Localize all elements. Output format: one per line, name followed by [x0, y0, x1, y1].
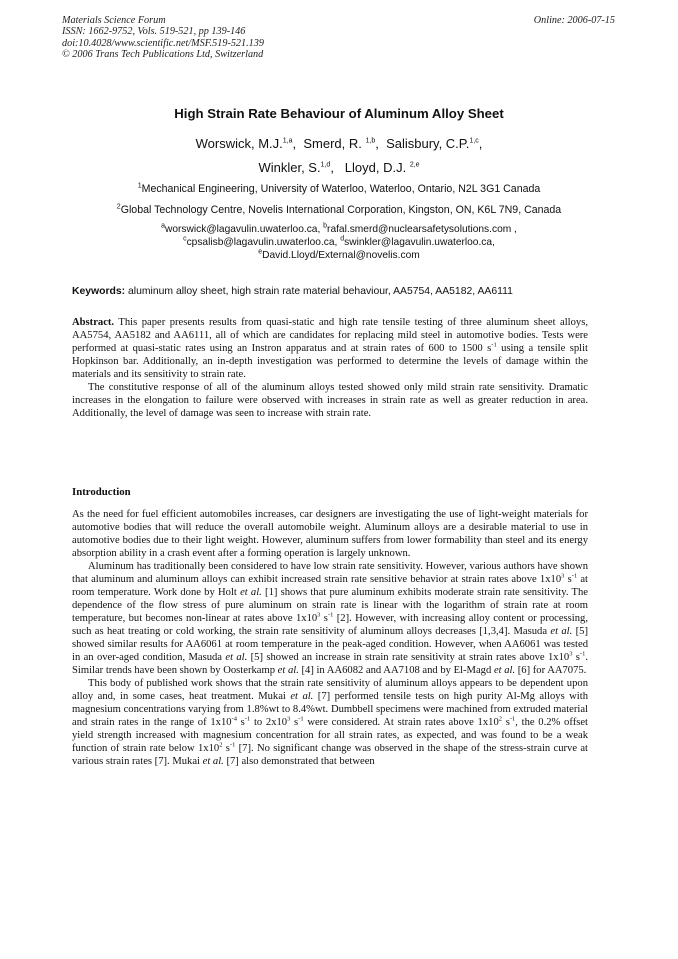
introduction-body	[72, 508, 588, 768]
email-c[interactable]: cpsalisb@lagavulin.uwaterloo.ca,	[186, 237, 338, 248]
keywords-text: aluminum alloy sheet, high strain rate material behaviour, AA5754, AA5182, AA6111	[125, 286, 513, 297]
journal-name: Materials Science Forum	[62, 15, 166, 26]
author-sup: 1,a	[282, 137, 293, 145]
author-name: Lloyd, D.J.	[344, 160, 407, 175]
abstract-text: using a tensile split Hopkinson bar. Additionally, an in-depth investigation was performed to determine the levels of damage within the materials and its sensitivity to strain rate.	[72, 343, 589, 380]
issn-line: ISSN: 1662-9752, Vols. 519-521, pp 139-146	[62, 26, 246, 38]
section-heading: Introduction	[72, 486, 131, 498]
author-sup: 2,e	[409, 161, 420, 169]
affiliation-sup: 1	[137, 182, 142, 190]
intro-paragraph-1: As the need for fuel efficient automobiles increases, car designers are investigating the use of light-weight materials for automotive bodies that will reduce the overall automobile weight. Aluminum alloys are a desirable material to use in automotive bodies due to their light weight. However, aluminum suffers from lower formability than steel and its energy absorption ability in a crash event after a forming operation is largely unknown.	[72, 509, 588, 559]
author-line-2: Winkler, S.$^{1,d}$, Lloyd, D.J. $^{2,e}$	[258, 160, 420, 175]
abstract-label: Abstract.	[72, 317, 115, 328]
author-name: Winkler, S.	[258, 160, 321, 175]
doi-line[interactable]: doi:10.4028/www.scientific.net/MSF.519-521.139	[62, 37, 264, 49]
author-sup: 1,d	[320, 161, 331, 169]
author-name: Worswick, M.J.	[195, 136, 283, 151]
abstract	[72, 316, 588, 420]
author-line-1: Worswick, M.J.$^{1,a}$, Smerd, R. $^{1,b}$, Salisbury, C.P.$^{1,c}$,	[195, 136, 483, 151]
keywords	[72, 286, 612, 297]
email-line-2: $^c$cpsalisb@lagavulin.uwaterloo.ca, $^d$swinkler@lagavulin.uwaterloo.ca,	[183, 235, 495, 248]
affiliation-text: Mechanical Engineering, University of Waterloo, Waterloo, Ontario, N2L 3G1 Canada	[141, 183, 541, 195]
abstract-paragraph-1	[72, 316, 588, 381]
email-d[interactable]: swinkler@lagavulin.uwaterloo.ca,	[344, 237, 495, 248]
publication-header	[62, 15, 264, 60]
email-a[interactable]: worswick@lagavulin.uwaterloo.ca,	[165, 224, 321, 235]
author-name: Smerd, R.	[303, 136, 362, 151]
keywords-label: Keywords:	[72, 286, 126, 297]
email-line-1: $^a$worswick@lagavulin.uwaterloo.ca, $^b$rafal.smerd@nuclearsafetysolutions.com ,	[161, 222, 517, 235]
superscript: -1	[491, 341, 497, 349]
abstract-paragraph-2: The constitutive response of all of the aluminum alloys tested showed only mild strain rate sensitivity. Dramatic increases in the elongation to failure were observed with increases in strain rate as well as greater reduction in area. Additionally, the level of damage was seen to increase with strain rate.	[72, 382, 588, 419]
author-sup: 1,c	[469, 137, 479, 145]
affiliation-sup: 2	[116, 203, 121, 211]
abstract-text: This paper presents results from quasi-static and high rate tensile testing of three aluminum sheet alloys, AA5754, AA5182 and AA6111, all of which are candidates for replacing mild steel in automotive bodies. Tests were performed at quasi-static rates using an Instron apparatus and at strain rates of 600 to 1500 s	[72, 317, 588, 354]
affiliation-2	[0, 204, 678, 216]
author-name: Salisbury, C.P.	[386, 136, 470, 151]
intro-paragraph-3: This body of published work shows that the strain rate sensitivity of aluminum alloys appears to be dependent upon alloy and, in some cases, heat treatment. Mukai et al. [7] performed tensile tests on high purity Al-Mg alloys with magnesium concentrations varying from 1.8%wt to 8.4%wt. Dumbbell specimens were machined from extruded material and strain rates in the range of $1x10^{-4}$ $s^{-1}$ to $2x10^3$ $s^{-1}$ were considered. At strain rates above $1x10^2$ $s^{-1}$, the 0.2% offset yield strength increased with magnesium concentration for all strain rates, as expected, and was found to be a weak function of strain rate below $1x10^2$ $s^{-1}$ [7]. No significant change was observed in the shape of the stress-strain curve at various strain rates [7]. Mukai et al. [7] also demonstrated that between	[72, 678, 588, 767]
paper-title: High Strain Rate Behaviour of Aluminum Alloy Sheet	[174, 106, 504, 121]
email-line-3: $^e$David.Lloyd/External@novelis.com	[258, 248, 420, 261]
intro-paragraph-2: Aluminum has traditionally been considered to have low strain rate sensitivity. However, various authors have shown that aluminum and aluminum alloys can exhibit increased strain rate sensitive behavior at strain rates above $1x10^3$ $s^{-1}$ at room temperature. Work done by Holt et al. [1] shows that pure aluminum exhibits moderate strain rate sensitivity. The dependence of the flow stress of pure aluminum on strain rate is linear with the logarithm of strain rate at room temperature, but becomes non-linear at rates above $1x10^3$ $s^{-1}$ [2]. However, with increasing alloy content or processing, such as heat treating or cold working, the strain rate sensitivity of aluminum alloys decreases [1,3,4]. Masuda et al. [5] showed similar results for AA6061 at room temperature in the peak-aged condition. However, when AA6061 was tested in an over-aged condition, Masuda et al. [5] showed an increase in strain rate sensitivity at strain rates above $1x10^3$ $s^{-1}$. Similar trends have been shown by Oosterkamp et al. [4] in AA6082 and AA7108 and by El-Magd et al. [6] for AA7075.	[72, 561, 588, 676]
email-e[interactable]: David.Lloyd/External@novelis.com	[262, 250, 420, 261]
email-b[interactable]: rafal.smerd@nuclearsafetysolutions.com ,	[327, 224, 517, 235]
affiliation-text: Global Technology Centre, Novelis International Corporation, Kingston, ON, K6L 7N9, Canada	[120, 204, 562, 216]
copyright-line: © 2006 Trans Tech Publications Ltd, Switzerland	[62, 48, 264, 60]
online-date: Online: 2006-07-15	[533, 15, 615, 26]
author-sup: 1,b	[365, 137, 376, 145]
affiliation-1	[0, 183, 678, 195]
